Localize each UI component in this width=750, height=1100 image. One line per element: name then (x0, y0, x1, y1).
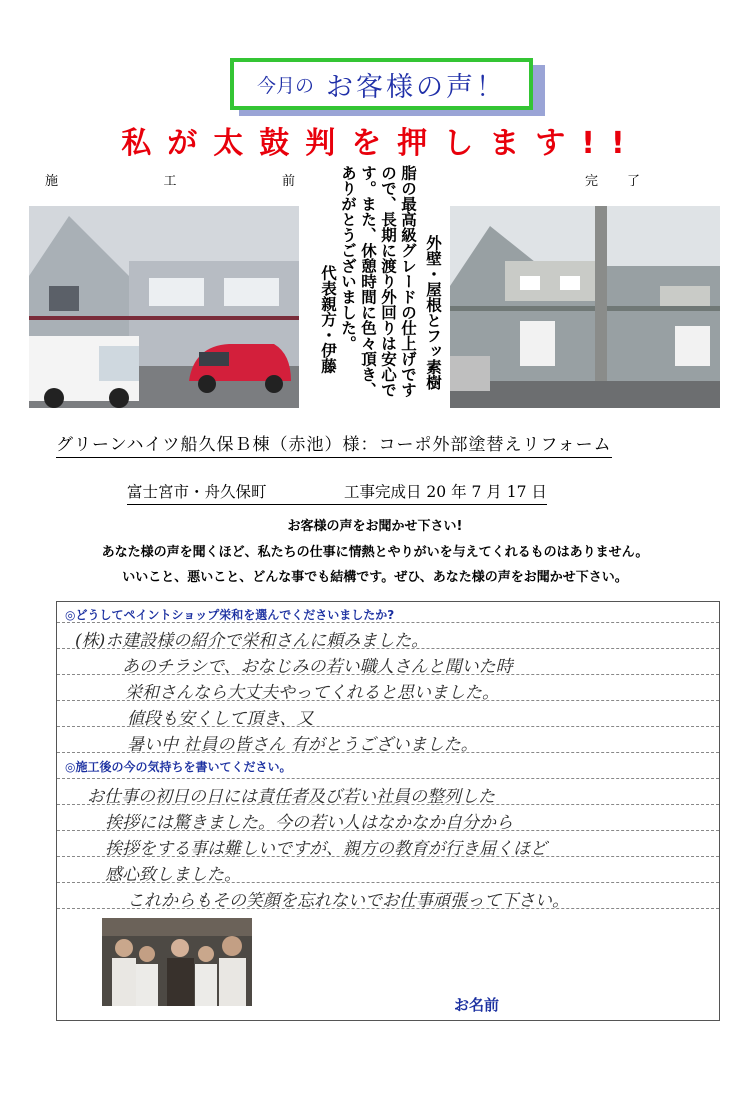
after-photo (450, 206, 720, 408)
project-title: グリーンハイツ船久保Ｂ棟（赤池）様：コーポ外部塗替えリフォーム (56, 430, 612, 458)
after-label (585, 170, 640, 189)
question-2: ◎施工後の今の気持ちを書いてください。 (65, 760, 292, 774)
request-heading: お客様の声をお聞かせ下さい! (287, 519, 463, 534)
before-label-char: 施 (45, 174, 59, 189)
message-signature: 代表親方・伊藤 (319, 265, 337, 374)
address-and-completion-date: 富士宮市・舟久保町 工事完成日 20 年 7 月 17 日 (127, 480, 547, 505)
banner-title: お客様の声！ (326, 71, 506, 103)
title-banner (230, 58, 533, 110)
answer-2-line: 感心致しました。 (105, 865, 241, 885)
message-line: 脂の最高級グレードの仕上げです (399, 165, 417, 398)
headline: 私が太鼓判を押します!! (121, 126, 641, 161)
answer-1-line: (株)ホ建設様の紹介で栄和さんに頼みました。 (75, 631, 429, 651)
message-line: ので、長期に渡り外回りは安心で (379, 165, 397, 398)
before-label-char: 工 (163, 174, 177, 189)
question-1: ◎どうしてペイントショップ栄和を選んでくださいましたか? (65, 608, 395, 622)
request-text: あなた様の声を聞くほど、私たちの仕事に情熱とやりがいを与えてくれるものはありません。 (101, 545, 649, 560)
before-photo (29, 206, 299, 408)
before-label (45, 170, 295, 189)
name-label: お名前 (454, 996, 500, 1014)
answer-2-line: 挨拶には驚きました。今の若い人はなかなか自分から (105, 813, 513, 833)
after-label-char: 完 (585, 174, 599, 189)
answer-2-line: お仕事の初日の日には責任者及び若い社員の整列した (87, 787, 495, 807)
before-label-char: 前 (281, 174, 295, 189)
answer-1-line: 栄和さんなら大丈夫やってくれると思いました。 (125, 683, 499, 703)
customer-feedback-form (56, 601, 720, 1021)
answer-1-line: あのチラシで、おなじみの若い職人さんと聞いた時 (122, 657, 513, 677)
banner-small-text: 今月の (256, 74, 314, 97)
answer-1-line: 暑い中 社員の皆さん 有がとうございました。 (127, 735, 478, 755)
message-line: す。また、休憩時間に色々頂き、 (359, 165, 377, 398)
message-line: ありがとうございました。 (339, 165, 357, 351)
answer-2-line: これからもその笑顔を忘れないでお仕事頑張って下さい。 (127, 891, 569, 911)
message-line: 外壁・屋根とフッ素樹 (424, 235, 442, 390)
staff-group-photo (102, 918, 252, 1006)
after-label-char: 了 (626, 174, 640, 189)
request-text: いいこと、悪いこと、どんな事でも結構です。ぜひ、あなた様の声をお聞かせ下さい。 (122, 570, 628, 585)
answer-2-line: 挨拶をする事は難しいですが、親方の教育が行き届くほど (105, 839, 547, 859)
answer-1-line: 値段も安くして頂き、又 (127, 709, 314, 729)
